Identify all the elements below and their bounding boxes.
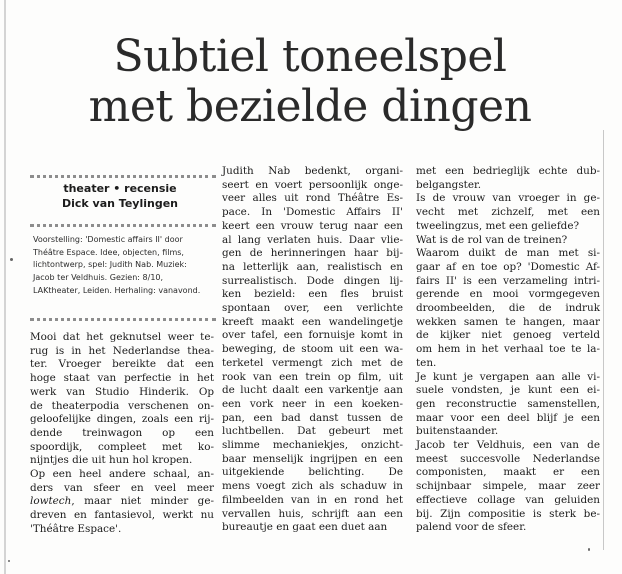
article-line: beweging, de stoom uit een wa- bbox=[222, 343, 403, 356]
credits-line: lichtontwerp, spel: Judith Nab. Muziek: bbox=[33, 260, 187, 270]
dotted-rule bbox=[30, 224, 216, 227]
article-column-1 bbox=[30, 331, 214, 537]
headline-line: Subtiel toneelspel bbox=[113, 31, 507, 82]
article-line: vecht met zichzelf, met een bbox=[416, 206, 600, 219]
article-line: tweelingzus, met een geliefde? bbox=[416, 219, 580, 232]
article-line: veer alles uit rond Théâtre Es- bbox=[222, 192, 403, 205]
article-line: schijnbaar simpele, maar zeer bbox=[416, 480, 600, 493]
article-line: maar voor een deel blijf je een bbox=[416, 411, 600, 424]
article-line: na letterlijk aan, realistisch en bbox=[222, 260, 403, 273]
article-line: de theaterpodia verschenen on- bbox=[30, 399, 214, 412]
article-line: terketel vermengt zich met de bbox=[222, 356, 403, 369]
credits-line: LAKtheater, Leiden. Herhaling: vanavond. bbox=[33, 285, 201, 295]
article-line: gaar af en toe op? 'Domestic Af- bbox=[416, 260, 600, 273]
article-line: Judith Nab bedenkt, organi- bbox=[222, 165, 403, 177]
section-label: theater • recensie bbox=[63, 182, 177, 195]
article-line: rug is in het Nederlandse thea- bbox=[30, 344, 214, 357]
article-column-3 bbox=[416, 165, 600, 535]
headline-line: met bezielde dingen bbox=[88, 81, 532, 132]
article-line: droombeelden, die de indruk bbox=[416, 302, 600, 315]
article-line: Je kunt je vergapen aan alle vi- bbox=[416, 370, 600, 383]
article-line: om hem in het verhaal toe te la- bbox=[416, 343, 600, 356]
scan-speck bbox=[588, 548, 590, 551]
article-line: Is de vrouw van vroeger in ge- bbox=[416, 192, 600, 205]
article-line: belgangster. bbox=[416, 178, 482, 191]
article-line: gerende en mooi vormgegeven bbox=[416, 288, 600, 301]
article-line: bureautje en gaat een duet aan bbox=[222, 521, 388, 534]
article-line: pace. In 'Domestic Affairs II' bbox=[222, 206, 403, 219]
article-line: keert een vrouw terug naar een bbox=[222, 219, 403, 232]
article-line: werk van Studio Hinderik. Op bbox=[30, 385, 214, 398]
scan-speck bbox=[10, 258, 13, 261]
article-line: meest succesvolle Nederlandse bbox=[416, 452, 600, 465]
article-line: palend voor de sfeer. bbox=[416, 521, 527, 534]
credits-line: Jacob ter Veldhuis. Gezien: 8/10, bbox=[33, 273, 164, 283]
scan-edge-right bbox=[603, 130, 604, 550]
article-line: mens voegt zich als schaduw in bbox=[222, 480, 403, 493]
article-line: vervallen huis, schrijft aan een bbox=[222, 507, 403, 520]
article-line: Op een heel andere schaal, an- bbox=[30, 468, 214, 481]
article-line: met een bedrieglijk echte dub- bbox=[416, 165, 600, 177]
article-line: slimme mechaniekjes, onzicht- bbox=[222, 439, 403, 452]
article-line: 'Théâtre Espace'. bbox=[30, 522, 122, 535]
article-line: over tafel, een fornuisje komt in bbox=[222, 329, 403, 342]
article-line: buitenstaander. bbox=[416, 425, 499, 438]
article-line: een vork neer in een koeken- bbox=[222, 397, 403, 410]
article-line: al lang verlaten huis. Daar vlie- bbox=[222, 233, 403, 246]
article-line: Jacob ter Veldhuis, een van de bbox=[416, 439, 600, 452]
article-line: uitgekiende belichting. De bbox=[222, 466, 403, 479]
article-line: pan, een bad danst tussen de bbox=[222, 411, 403, 424]
production-credits bbox=[33, 234, 217, 298]
article-line: bij. Zijn compositie is sterk be- bbox=[416, 507, 600, 520]
credits-line: Voorstelling: 'Domestic affairs II' door bbox=[33, 235, 183, 244]
article-line: filmbeelden van in en rond het bbox=[222, 493, 403, 506]
emphasis: lowtech bbox=[30, 495, 72, 508]
article-line: kreeft maakt een wandelingetje bbox=[222, 315, 403, 328]
byline-block bbox=[30, 181, 210, 211]
article-line: hoge staat van perfectie in het bbox=[30, 372, 214, 385]
article-line: rook van een trein op film, uit bbox=[222, 370, 403, 383]
author-name: Dick van Teylingen bbox=[61, 197, 179, 210]
article-line: luchtbellen. Dat gebeurt met bbox=[222, 425, 403, 438]
article-line: gen reconstructie samenstellen, bbox=[416, 397, 600, 410]
article-line: ken bezield: een fles bruist bbox=[222, 288, 403, 301]
dotted-rule bbox=[30, 175, 216, 178]
article-line: baar menselijk ingrijpen en een bbox=[222, 452, 403, 465]
credits-line: Théâtre Espace. Idee, objecten, films, bbox=[33, 247, 184, 257]
article-line: dreven en fantasievol, werkt nu bbox=[30, 509, 214, 522]
article-line: gen de herinneringen haar bij- bbox=[222, 247, 403, 260]
article-line: nijntjes die uit hun hol kropen. bbox=[30, 454, 193, 467]
article-line: componisten, maakt er een bbox=[416, 466, 600, 479]
article-line: lowtech, maar niet minder ge- bbox=[30, 495, 214, 508]
article-line: suele vondsten, je kunt een ei- bbox=[416, 384, 600, 397]
article-line: surrealistisch. Dode dingen lij- bbox=[222, 274, 403, 287]
article-line: spoordijk, compleet met ko- bbox=[30, 440, 214, 453]
article-line: de kijker niet genoeg verteld bbox=[416, 329, 600, 342]
article-column-2 bbox=[222, 165, 403, 535]
article-line: seert en voert persoonlijk onge- bbox=[222, 178, 403, 191]
scan-edge-left bbox=[4, 0, 6, 574]
article-line: ter. Vroeger bereikte dat een bbox=[30, 358, 214, 371]
article-line: effectieve collage van geluiden bbox=[416, 493, 600, 506]
dotted-rule bbox=[30, 318, 216, 321]
article-line: spontaan over, een verlichte bbox=[222, 302, 403, 315]
scan-speck bbox=[8, 560, 10, 562]
headline bbox=[20, 32, 600, 132]
article-line: de lucht daalt een varkentje aan bbox=[222, 384, 403, 397]
article-line: dende treinwagon op een bbox=[30, 426, 214, 439]
article-line: Waarom duikt de man met si- bbox=[416, 247, 600, 260]
article-line: geloofelijke dingen, zoals een rij- bbox=[30, 413, 214, 426]
article-line: Wat is de rol van de treinen? bbox=[416, 233, 568, 246]
article-line: fairs II' is een verzameling intri- bbox=[416, 274, 600, 287]
article-line: ten. bbox=[416, 356, 437, 369]
article-line: ders van sfeer en veel meer bbox=[30, 481, 214, 494]
article-line: wekken samen te hangen, maar bbox=[416, 315, 600, 328]
article-line: Mooi dat het geknutsel weer te- bbox=[30, 331, 214, 343]
